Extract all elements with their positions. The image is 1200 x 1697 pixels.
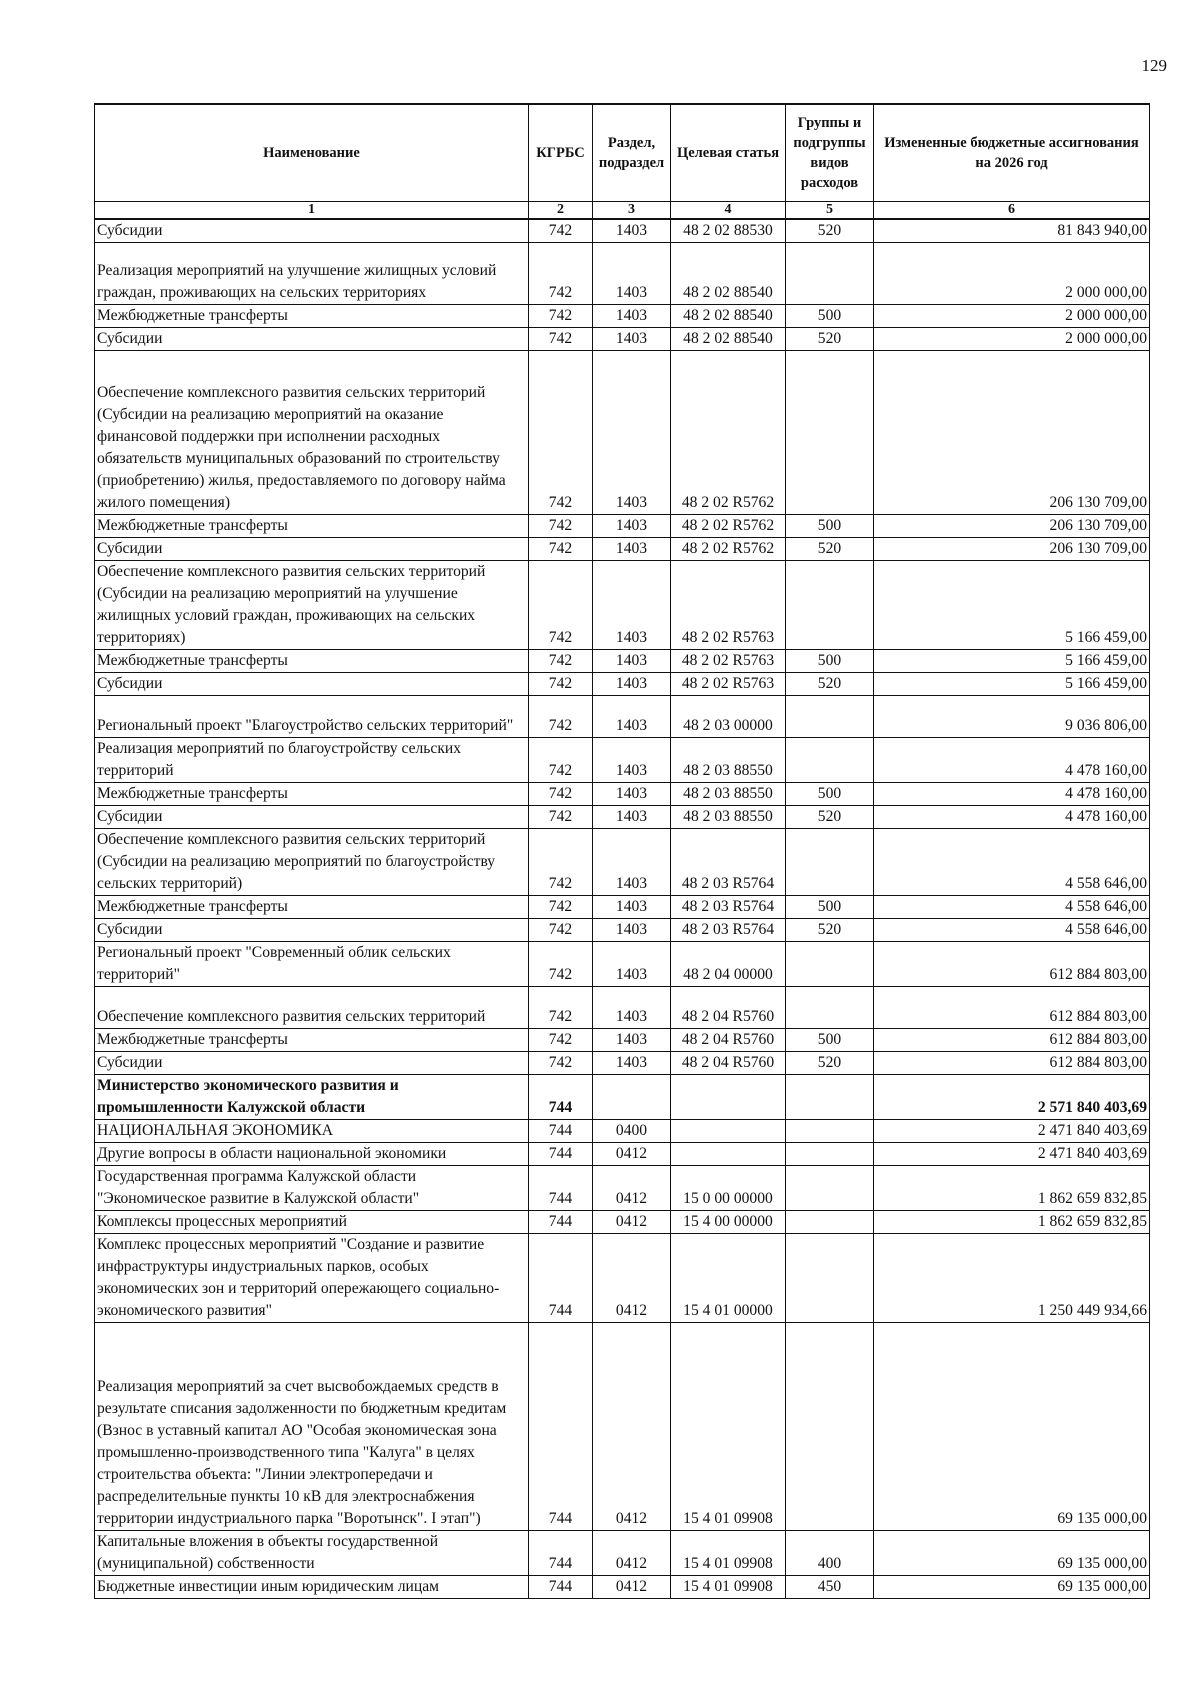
row-group: 500 bbox=[786, 650, 874, 673]
row-amount: 206 130 709,00 bbox=[874, 515, 1150, 538]
row-kgrbs: 742 bbox=[529, 673, 593, 696]
row-section: 1403 bbox=[593, 783, 671, 806]
row-kgrbs: 742 bbox=[529, 650, 593, 673]
row-kgrbs: 742 bbox=[529, 219, 593, 243]
row-name: Бюджетные инвестиции иным юридическим лицам bbox=[95, 1576, 529, 1599]
table-row bbox=[95, 1323, 1150, 1531]
row-target: 48 2 03 88550 bbox=[671, 806, 786, 829]
row-name: Государственная программа Калужской области "Экономическое развитие в Калужской области" bbox=[95, 1166, 529, 1211]
row-target: 48 2 02 88540 bbox=[671, 328, 786, 351]
row-amount: 2 471 840 403,69 bbox=[874, 1143, 1150, 1166]
row-kgrbs: 744 bbox=[529, 1531, 593, 1576]
row-name: Комплексы процессных мероприятий bbox=[95, 1211, 529, 1234]
row-target bbox=[671, 1075, 786, 1120]
row-amount: 81 843 940,00 bbox=[874, 219, 1150, 243]
row-kgrbs: 742 bbox=[529, 806, 593, 829]
row-kgrbs: 742 bbox=[529, 1029, 593, 1052]
table-row bbox=[95, 738, 1150, 783]
table-row bbox=[95, 650, 1150, 673]
row-name: Обеспечение комплексного развития сельских территорий (Субсидии на реализацию мероприятий на улучшение жилищных условий граждан, проживающих на сельских территориях) bbox=[95, 561, 529, 650]
row-kgrbs: 744 bbox=[529, 1323, 593, 1531]
row-kgrbs: 742 bbox=[529, 1052, 593, 1075]
row-group bbox=[786, 1211, 874, 1234]
row-name: Обеспечение комплексного развития сельских территорий (Субсидии на реализацию мероприятий по благоустройству сельских территорий) bbox=[95, 829, 529, 896]
row-name: Другие вопросы в области национальной экономики bbox=[95, 1143, 529, 1166]
row-group: 520 bbox=[786, 673, 874, 696]
row-amount: 2 571 840 403,69 bbox=[874, 1075, 1150, 1120]
row-section: 1403 bbox=[593, 561, 671, 650]
header-amount: Измененные бюджетные ассигнования на 2026 год bbox=[874, 104, 1150, 202]
table-row bbox=[95, 1234, 1150, 1323]
row-amount: 612 884 803,00 bbox=[874, 942, 1150, 987]
row-target: 15 4 01 09908 bbox=[671, 1531, 786, 1576]
row-amount: 2 000 000,00 bbox=[874, 328, 1150, 351]
table-row bbox=[95, 219, 1150, 243]
row-group: 520 bbox=[786, 806, 874, 829]
table-row bbox=[95, 1075, 1150, 1120]
row-group bbox=[786, 738, 874, 783]
row-target: 48 2 04 00000 bbox=[671, 942, 786, 987]
header-name: Наименование bbox=[95, 104, 529, 202]
row-group: 500 bbox=[786, 896, 874, 919]
row-section: 1403 bbox=[593, 328, 671, 351]
row-amount: 4 478 160,00 bbox=[874, 806, 1150, 829]
row-name: Реализация мероприятий на улучшение жилищных условий граждан, проживающих на сельских территориях bbox=[95, 243, 529, 305]
header-target: Целевая статья bbox=[671, 104, 786, 202]
row-target bbox=[671, 1143, 786, 1166]
row-section: 0412 bbox=[593, 1531, 671, 1576]
page-number: 129 bbox=[1141, 56, 1167, 75]
table-row bbox=[95, 1143, 1150, 1166]
column-number-row bbox=[95, 202, 1150, 220]
row-group bbox=[786, 696, 874, 738]
table-row bbox=[95, 1531, 1150, 1576]
row-amount: 612 884 803,00 bbox=[874, 1029, 1150, 1052]
row-group bbox=[786, 351, 874, 515]
table-row bbox=[95, 305, 1150, 328]
row-name: Комплекс процессных мероприятий "Создание и развитие инфраструктуры индустриальных парков, особых экономических зон и территорий опережающего социально-экономического развития" bbox=[95, 1234, 529, 1323]
row-name: Межбюджетные трансферты bbox=[95, 305, 529, 328]
row-target: 48 2 04 R5760 bbox=[671, 1052, 786, 1075]
table-row bbox=[95, 1576, 1150, 1599]
table-row bbox=[95, 1166, 1150, 1211]
row-target: 15 0 00 00000 bbox=[671, 1166, 786, 1211]
row-amount: 1 862 659 832,85 bbox=[874, 1211, 1150, 1234]
row-amount: 69 135 000,00 bbox=[874, 1531, 1150, 1576]
row-section: 1403 bbox=[593, 919, 671, 942]
row-amount: 2 000 000,00 bbox=[874, 243, 1150, 305]
table-row bbox=[95, 243, 1150, 305]
row-target: 48 2 02 R5763 bbox=[671, 650, 786, 673]
row-group: 500 bbox=[786, 1029, 874, 1052]
row-amount: 1 862 659 832,85 bbox=[874, 1166, 1150, 1211]
row-target: 48 2 02 88540 bbox=[671, 243, 786, 305]
row-group: 520 bbox=[786, 538, 874, 561]
row-group: 520 bbox=[786, 919, 874, 942]
row-section: 0412 bbox=[593, 1143, 671, 1166]
row-name: Реализация мероприятий за счет высвобождаемых средств в результате списания задолженности по бюджетным кредитам (Взнос в уставный капитал АО "Особая экономическая зона промышленно-производственного типа "Калуга" в целях строительства объекта: "Линии электропередачи и распределительные пункты 10 кВ для электроснабжения территории индустриального парка "Воротынск". I этап") bbox=[95, 1323, 529, 1531]
row-target: 15 4 01 00000 bbox=[671, 1234, 786, 1323]
row-name: Межбюджетные трансферты bbox=[95, 515, 529, 538]
row-target: 48 2 02 88530 bbox=[671, 219, 786, 243]
row-section: 1403 bbox=[593, 806, 671, 829]
row-section: 0412 bbox=[593, 1576, 671, 1599]
row-name: Субсидии bbox=[95, 673, 529, 696]
row-amount: 206 130 709,00 bbox=[874, 351, 1150, 515]
row-group: 450 bbox=[786, 1576, 874, 1599]
column-number: 1 bbox=[95, 202, 529, 220]
row-target: 48 2 03 R5764 bbox=[671, 919, 786, 942]
table-row bbox=[95, 806, 1150, 829]
row-kgrbs: 744 bbox=[529, 1576, 593, 1599]
column-number: 5 bbox=[786, 202, 874, 220]
row-amount: 5 166 459,00 bbox=[874, 650, 1150, 673]
row-section: 1403 bbox=[593, 650, 671, 673]
table-header-row bbox=[95, 104, 1150, 202]
row-kgrbs: 744 bbox=[529, 1166, 593, 1211]
row-kgrbs: 742 bbox=[529, 351, 593, 515]
row-kgrbs: 742 bbox=[529, 538, 593, 561]
column-number: 3 bbox=[593, 202, 671, 220]
row-section: 1403 bbox=[593, 673, 671, 696]
row-section: 1403 bbox=[593, 243, 671, 305]
row-section: 1403 bbox=[593, 896, 671, 919]
row-name: Министерство экономического развития и промышленности Калужской области bbox=[95, 1075, 529, 1120]
row-name: Субсидии bbox=[95, 806, 529, 829]
table-row bbox=[95, 1120, 1150, 1143]
header-group: Группы и подгруппы видов расходов bbox=[786, 104, 874, 202]
row-kgrbs: 744 bbox=[529, 1120, 593, 1143]
table-row bbox=[95, 829, 1150, 896]
row-name: Межбюджетные трансферты bbox=[95, 650, 529, 673]
table-row bbox=[95, 351, 1150, 515]
row-name: Межбюджетные трансферты bbox=[95, 783, 529, 806]
row-kgrbs: 744 bbox=[529, 1075, 593, 1120]
row-section: 1403 bbox=[593, 696, 671, 738]
row-name: Субсидии bbox=[95, 219, 529, 243]
row-target: 15 4 00 00000 bbox=[671, 1211, 786, 1234]
row-group bbox=[786, 243, 874, 305]
header-section: Раздел, подраздел bbox=[593, 104, 671, 202]
row-section: 1403 bbox=[593, 538, 671, 561]
row-amount: 5 166 459,00 bbox=[874, 561, 1150, 650]
row-name: Обеспечение комплексного развития сельских территорий bbox=[95, 987, 529, 1029]
row-group bbox=[786, 1075, 874, 1120]
table-row bbox=[95, 783, 1150, 806]
row-amount: 206 130 709,00 bbox=[874, 538, 1150, 561]
row-group bbox=[786, 1143, 874, 1166]
row-target: 48 2 02 R5762 bbox=[671, 515, 786, 538]
row-section: 0412 bbox=[593, 1234, 671, 1323]
row-section: 0412 bbox=[593, 1323, 671, 1531]
row-target: 15 4 01 09908 bbox=[671, 1576, 786, 1599]
row-target: 48 2 02 88540 bbox=[671, 305, 786, 328]
row-target: 15 4 01 09908 bbox=[671, 1323, 786, 1531]
budget-allocation-table bbox=[94, 103, 1150, 1599]
row-amount: 1 250 449 934,66 bbox=[874, 1234, 1150, 1323]
row-amount: 4 558 646,00 bbox=[874, 919, 1150, 942]
row-target: 48 2 04 R5760 bbox=[671, 1029, 786, 1052]
row-target: 48 2 03 88550 bbox=[671, 738, 786, 783]
row-group bbox=[786, 1323, 874, 1531]
column-number: 6 bbox=[874, 202, 1150, 220]
row-kgrbs: 742 bbox=[529, 738, 593, 783]
row-section: 1403 bbox=[593, 1052, 671, 1075]
row-target: 48 2 02 R5762 bbox=[671, 351, 786, 515]
row-amount: 612 884 803,00 bbox=[874, 1052, 1150, 1075]
table-row bbox=[95, 515, 1150, 538]
row-target: 48 2 03 R5764 bbox=[671, 829, 786, 896]
row-kgrbs: 742 bbox=[529, 829, 593, 896]
row-amount: 2 000 000,00 bbox=[874, 305, 1150, 328]
row-section: 1403 bbox=[593, 219, 671, 243]
row-section: 0412 bbox=[593, 1166, 671, 1211]
row-kgrbs: 742 bbox=[529, 696, 593, 738]
row-group bbox=[786, 1120, 874, 1143]
row-section: 1403 bbox=[593, 829, 671, 896]
row-name: Межбюджетные трансферты bbox=[95, 896, 529, 919]
row-kgrbs: 744 bbox=[529, 1143, 593, 1166]
row-group bbox=[786, 1166, 874, 1211]
row-target: 48 2 02 R5763 bbox=[671, 673, 786, 696]
budget-table-container bbox=[94, 103, 1149, 1599]
row-group bbox=[786, 942, 874, 987]
row-name: Капитальные вложения в объекты государственной (муниципальной) собственности bbox=[95, 1531, 529, 1576]
row-group: 520 bbox=[786, 328, 874, 351]
row-target: 48 2 04 R5760 bbox=[671, 987, 786, 1029]
column-number: 2 bbox=[529, 202, 593, 220]
row-section: 1403 bbox=[593, 515, 671, 538]
table-row bbox=[95, 1211, 1150, 1234]
row-amount: 5 166 459,00 bbox=[874, 673, 1150, 696]
row-kgrbs: 742 bbox=[529, 942, 593, 987]
row-name: Субсидии bbox=[95, 919, 529, 942]
row-kgrbs: 742 bbox=[529, 515, 593, 538]
table-row bbox=[95, 538, 1150, 561]
row-section: 0412 bbox=[593, 1211, 671, 1234]
row-section: 1403 bbox=[593, 987, 671, 1029]
row-amount: 612 884 803,00 bbox=[874, 987, 1150, 1029]
row-kgrbs: 742 bbox=[529, 987, 593, 1029]
table-row bbox=[95, 696, 1150, 738]
row-target bbox=[671, 1120, 786, 1143]
row-amount: 69 135 000,00 bbox=[874, 1323, 1150, 1531]
row-name: Региональный проект "Современный облик сельских территорий" bbox=[95, 942, 529, 987]
row-name: Региональный проект "Благоустройство сельских территорий" bbox=[95, 696, 529, 738]
row-kgrbs: 742 bbox=[529, 305, 593, 328]
row-section: 1403 bbox=[593, 351, 671, 515]
row-name: НАЦИОНАЛЬНАЯ ЭКОНОМИКА bbox=[95, 1120, 529, 1143]
row-kgrbs: 742 bbox=[529, 919, 593, 942]
row-target: 48 2 03 00000 bbox=[671, 696, 786, 738]
row-amount: 4 478 160,00 bbox=[874, 783, 1150, 806]
row-group: 500 bbox=[786, 515, 874, 538]
row-kgrbs: 744 bbox=[529, 1234, 593, 1323]
row-kgrbs: 742 bbox=[529, 328, 593, 351]
row-group: 520 bbox=[786, 1052, 874, 1075]
row-group: 520 bbox=[786, 219, 874, 243]
table-row bbox=[95, 919, 1150, 942]
table-row bbox=[95, 673, 1150, 696]
row-group: 500 bbox=[786, 305, 874, 328]
row-name: Субсидии bbox=[95, 538, 529, 561]
row-kgrbs: 744 bbox=[529, 1211, 593, 1234]
row-group bbox=[786, 829, 874, 896]
row-name: Реализация мероприятий по благоустройству сельских территорий bbox=[95, 738, 529, 783]
row-section: 1403 bbox=[593, 942, 671, 987]
table-row bbox=[95, 896, 1150, 919]
row-section bbox=[593, 1075, 671, 1120]
row-name: Субсидии bbox=[95, 328, 529, 351]
row-kgrbs: 742 bbox=[529, 896, 593, 919]
column-number: 4 bbox=[671, 202, 786, 220]
row-target: 48 2 02 R5763 bbox=[671, 561, 786, 650]
row-target: 48 2 02 R5762 bbox=[671, 538, 786, 561]
header-kgrbs: КГРБС bbox=[529, 104, 593, 202]
row-section: 0400 bbox=[593, 1120, 671, 1143]
row-amount: 4 478 160,00 bbox=[874, 738, 1150, 783]
row-name: Межбюджетные трансферты bbox=[95, 1029, 529, 1052]
row-group: 500 bbox=[786, 783, 874, 806]
table-body bbox=[95, 219, 1150, 1599]
row-kgrbs: 742 bbox=[529, 561, 593, 650]
row-group bbox=[786, 561, 874, 650]
row-name: Обеспечение комплексного развития сельских территорий (Субсидии на реализацию мероприятий на оказание финансовой поддержки при исполнении расходных обязательств муниципальных образований по строительству (приобретению) жилья, предоставляемого по договору найма жилого помещения) bbox=[95, 351, 529, 515]
row-section: 1403 bbox=[593, 1029, 671, 1052]
table-row bbox=[95, 1029, 1150, 1052]
row-kgrbs: 742 bbox=[529, 783, 593, 806]
row-amount: 4 558 646,00 bbox=[874, 896, 1150, 919]
row-kgrbs: 742 bbox=[529, 243, 593, 305]
row-section: 1403 bbox=[593, 305, 671, 328]
table-row bbox=[95, 942, 1150, 987]
row-target: 48 2 03 88550 bbox=[671, 783, 786, 806]
table-row bbox=[95, 561, 1150, 650]
row-amount: 2 471 840 403,69 bbox=[874, 1120, 1150, 1143]
table-row bbox=[95, 987, 1150, 1029]
row-target: 48 2 03 R5764 bbox=[671, 896, 786, 919]
row-group bbox=[786, 987, 874, 1029]
table-row bbox=[95, 328, 1150, 351]
row-name: Субсидии bbox=[95, 1052, 529, 1075]
row-group: 400 bbox=[786, 1531, 874, 1576]
table-row bbox=[95, 1052, 1150, 1075]
row-group bbox=[786, 1234, 874, 1323]
row-amount: 9 036 806,00 bbox=[874, 696, 1150, 738]
row-amount: 4 558 646,00 bbox=[874, 829, 1150, 896]
row-section: 1403 bbox=[593, 738, 671, 783]
row-amount: 69 135 000,00 bbox=[874, 1576, 1150, 1599]
